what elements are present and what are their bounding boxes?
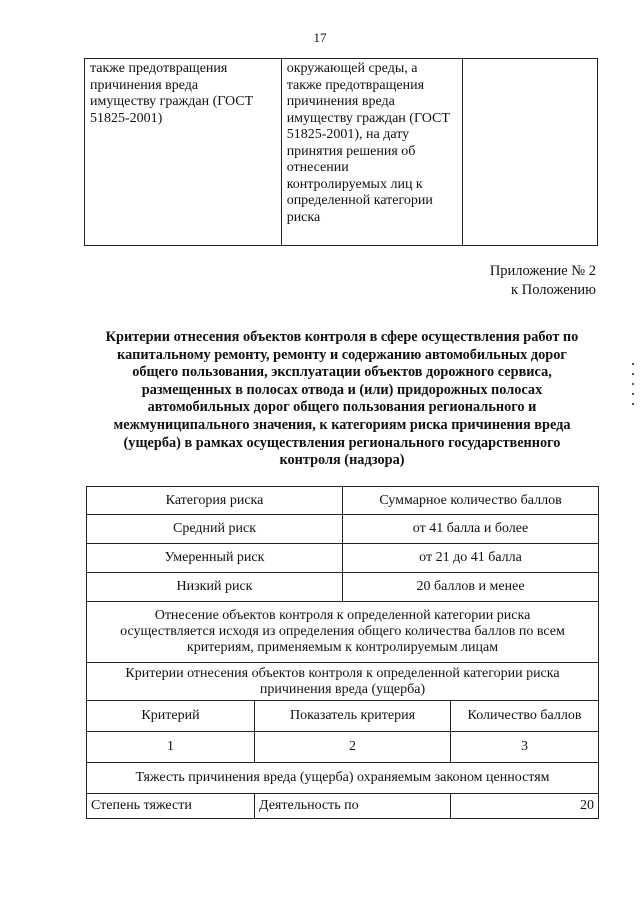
indicator-cell: Деятельность по xyxy=(255,794,451,819)
text-line: имуществу граждан (ГОСТ xyxy=(286,110,450,126)
page-number: 17 xyxy=(313,30,327,45)
scan-margin-marks xyxy=(632,363,635,433)
text-line: контролируемых лиц к xyxy=(286,176,423,192)
document-title xyxy=(84,329,600,470)
title-line: автомобильных дорог общего пользования регионального и xyxy=(147,399,537,416)
text-line: отнесении xyxy=(286,160,349,175)
header-points-count: Количество баллов xyxy=(451,701,599,732)
text-line: имуществу граждан (ГОСТ xyxy=(90,94,254,109)
points-range-cell: от 21 до 41 балла xyxy=(343,544,599,573)
header-risk-category: Категория риска xyxy=(87,487,343,515)
criteria-section-heading xyxy=(87,663,599,701)
classification-note xyxy=(87,602,599,663)
text-line: окружающей среды, а xyxy=(286,61,418,76)
section-line: причинения вреда (ущерба) xyxy=(259,681,426,697)
risk-category-cell: Средний риск xyxy=(87,515,343,544)
scan-dot xyxy=(632,373,634,375)
continuation-cell-2 xyxy=(281,59,463,246)
scan-dot xyxy=(632,403,634,405)
title-line: контроля (надзора) xyxy=(279,452,405,469)
note-line: критериям, применяемым к контролируемым лицам xyxy=(186,640,499,655)
section-line: Критерии отнесения объектов контроля к определенной категории риска xyxy=(125,665,560,681)
header-criterion-indicator: Показатель критерия xyxy=(255,701,451,732)
note-line: осуществляется исходя из определения общего количества баллов по всем xyxy=(120,624,565,639)
text-line: причинения вреда xyxy=(286,94,395,109)
points-range-cell: от 41 балла и более xyxy=(343,515,599,544)
column-number: 2 xyxy=(255,732,451,763)
criterion-cell: Степень тяжести xyxy=(87,794,255,819)
risk-category-cell: Низкий риск xyxy=(87,573,343,602)
scan-dot xyxy=(632,363,634,365)
header-criterion: Критерий xyxy=(87,701,255,732)
continuation-cell-3 xyxy=(463,59,598,246)
note-line: Отнесение объектов контроля к определенной категории риска xyxy=(154,608,531,623)
appendix-number: Приложение № 2 xyxy=(489,263,596,279)
scan-dot xyxy=(632,393,634,395)
risk-criteria-table xyxy=(86,486,599,819)
title-line: Критерии отнесения объектов контроля в сфере осуществления работ по xyxy=(105,329,579,345)
column-number: 3 xyxy=(451,732,599,763)
header-total-points: Суммарное количество баллов xyxy=(343,487,599,515)
points-cell: 20 xyxy=(451,794,599,819)
text-line: определенной категории xyxy=(286,193,433,208)
title-line: капитальному ремонту, ремонту и содержанию автомобильных дорог xyxy=(117,346,567,363)
title-line: размещенных в полосах отвода и (или) придорожных полосах xyxy=(141,381,543,398)
scan-dot xyxy=(632,383,634,385)
title-line: общего пользования, эксплуатации объектов дорожного сервиса, xyxy=(132,364,552,381)
points-range-cell: 20 баллов и менее xyxy=(343,573,599,602)
text-line: причинения вреда xyxy=(90,77,199,93)
text-line: также предотвращения xyxy=(286,77,425,93)
continuation-table xyxy=(84,58,598,246)
text-line: принятия решения об xyxy=(286,143,416,159)
text-line: 51825-2001), на дату xyxy=(286,127,410,142)
text-line: также предотвращения xyxy=(90,61,228,76)
title-line: (ущерба) в рамках осуществления регионального государственного xyxy=(123,434,561,451)
appendix-note xyxy=(490,262,596,300)
text-line: риска xyxy=(286,209,321,225)
continuation-cell-1 xyxy=(85,59,282,246)
appendix-reference: к Положению xyxy=(511,282,596,298)
text-line: 51825-2001) xyxy=(90,110,163,126)
risk-category-cell: Умеренный риск xyxy=(87,544,343,573)
title-line: межмуниципального значения, к категориям риска причинения вреда xyxy=(113,416,571,433)
harm-severity-heading: Тяжесть причинения вреда (ущерба) охраняемым законом ценностям xyxy=(87,763,599,794)
column-number: 1 xyxy=(87,732,255,763)
